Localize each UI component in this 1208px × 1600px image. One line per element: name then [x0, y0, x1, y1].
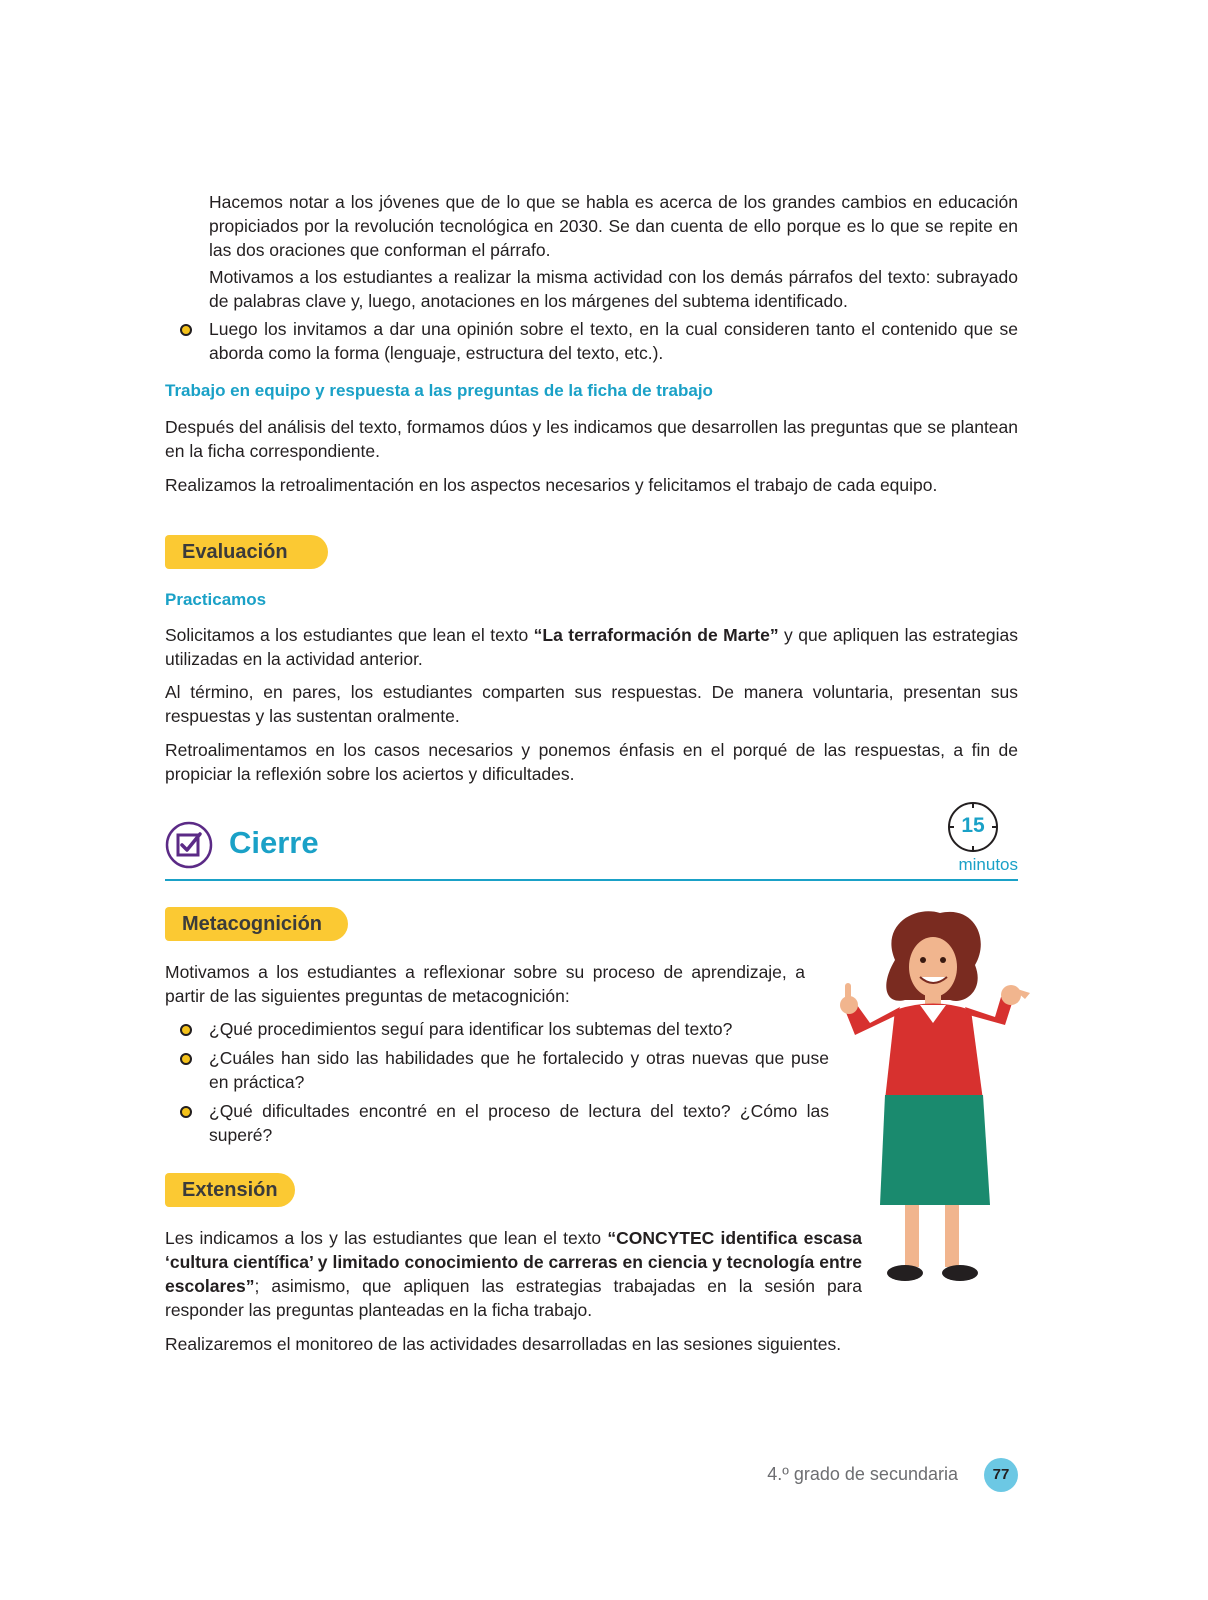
section-heading-practicamos: Practicamos [165, 590, 267, 609]
tag-metacognicion: Metacognición [165, 907, 348, 941]
teacher-illustration [825, 905, 1035, 1290]
trabajo-paragraph-2: Realizamos la retroalimentación en los aspectos necesarios y felicitamos el trabajo de cada equipo. [165, 475, 938, 495]
tag-evaluacion: Evaluación [165, 535, 328, 569]
tag-extension: Extensión [165, 1173, 295, 1207]
intro-bullet: Luego los invitamos a dar una opinión sobre el texto, en la cual consideren tanto el contenido que se aborda como la forma (lenguaje, estructura del texto, etc.). [209, 319, 1018, 363]
metacognicion-question-2: ¿Cuáles han sido las habilidades que he fortalecido y otras nuevas que puse en práctica? [209, 1048, 829, 1092]
footer-grade: 4.º grado de secundaria [767, 1464, 958, 1484]
bullet-icon [180, 324, 192, 336]
intro-paragraph-1: Hacemos notar a los jóvenes que de lo que se habla es acerca de los grandes cambios en educación propiciados por la revolución tecnológica en 2030. Se dan cuenta de ello porque es lo que se repite en las dos oraciones que conforman el párrafo. [209, 192, 1018, 260]
evaluacion-paragraph-2: Al término, en pares, los estudiantes comparten sus respuestas. De manera voluntaria, presentan sus respuestas y las sustentan oralmente. [165, 682, 1018, 726]
bullet-icon [180, 1106, 192, 1118]
timer-unit: minutos [958, 855, 1018, 874]
cierre-title: Cierre [229, 825, 319, 860]
checklist-icon [165, 821, 213, 869]
extension-paragraph-1: Les indicamos a los y las estudiantes que lean el texto “CONCYTEC identifica escasa ‘cultura científica’ y limitado conocimiento de carreras en ciencia y tecnología entre escolares”; asimismo, que apliquen las estrategias trabajadas en la sesión para responder las preguntas planteadas en la ficha trabajo. [165, 1228, 863, 1320]
section-heading-trabajo: Trabajo en equipo y respuesta a las preguntas de la ficha de trabajo [165, 381, 713, 400]
intro-paragraph-2: Motivamos a los estudiantes a realizar la misma actividad con los demás párrafos del texto: subrayado de palabras clave y, luego, anotaciones en los márgenes del subtema identificado. [209, 267, 1018, 311]
trabajo-paragraph-1: Después del análisis del texto, formamos dúos y les indicamos que desarrollen las preguntas que se plantean en la ficha correspondiente. [165, 417, 1018, 461]
bullet-icon [180, 1053, 192, 1065]
cierre-divider [165, 879, 1018, 881]
page-number: 77 [992, 1466, 1010, 1483]
timer-value: 15 [961, 814, 985, 837]
evaluacion-paragraph-1: Solicitamos a los estudiantes que lean el texto “La terraformación de Marte” y que apliquen las estrategias utilizadas en la actividad anterior. [165, 625, 1019, 669]
metacognicion-question-1: ¿Qué procedimientos seguí para identificar los subtemas del texto? [209, 1019, 733, 1039]
metacognicion-intro: Motivamos a los estudiantes a reflexionar sobre su proceso de aprendizaje, a partir de las siguientes preguntas de metacognición: [165, 962, 805, 1006]
bullet-icon [180, 1024, 192, 1036]
metacognicion-question-3: ¿Qué dificultades encontré en el proceso de lectura del texto? ¿Cómo las superé? [209, 1101, 829, 1145]
evaluacion-paragraph-3: Retroalimentamos en los casos necesarios y ponemos énfasis en el porqué de las respuestas, a fin de propiciar la reflexión sobre los aciertos y dificultades. [165, 740, 1018, 784]
extension-paragraph-2: Realizaremos el monitoreo de las actividades desarrolladas en las sesiones siguientes. [165, 1334, 842, 1354]
